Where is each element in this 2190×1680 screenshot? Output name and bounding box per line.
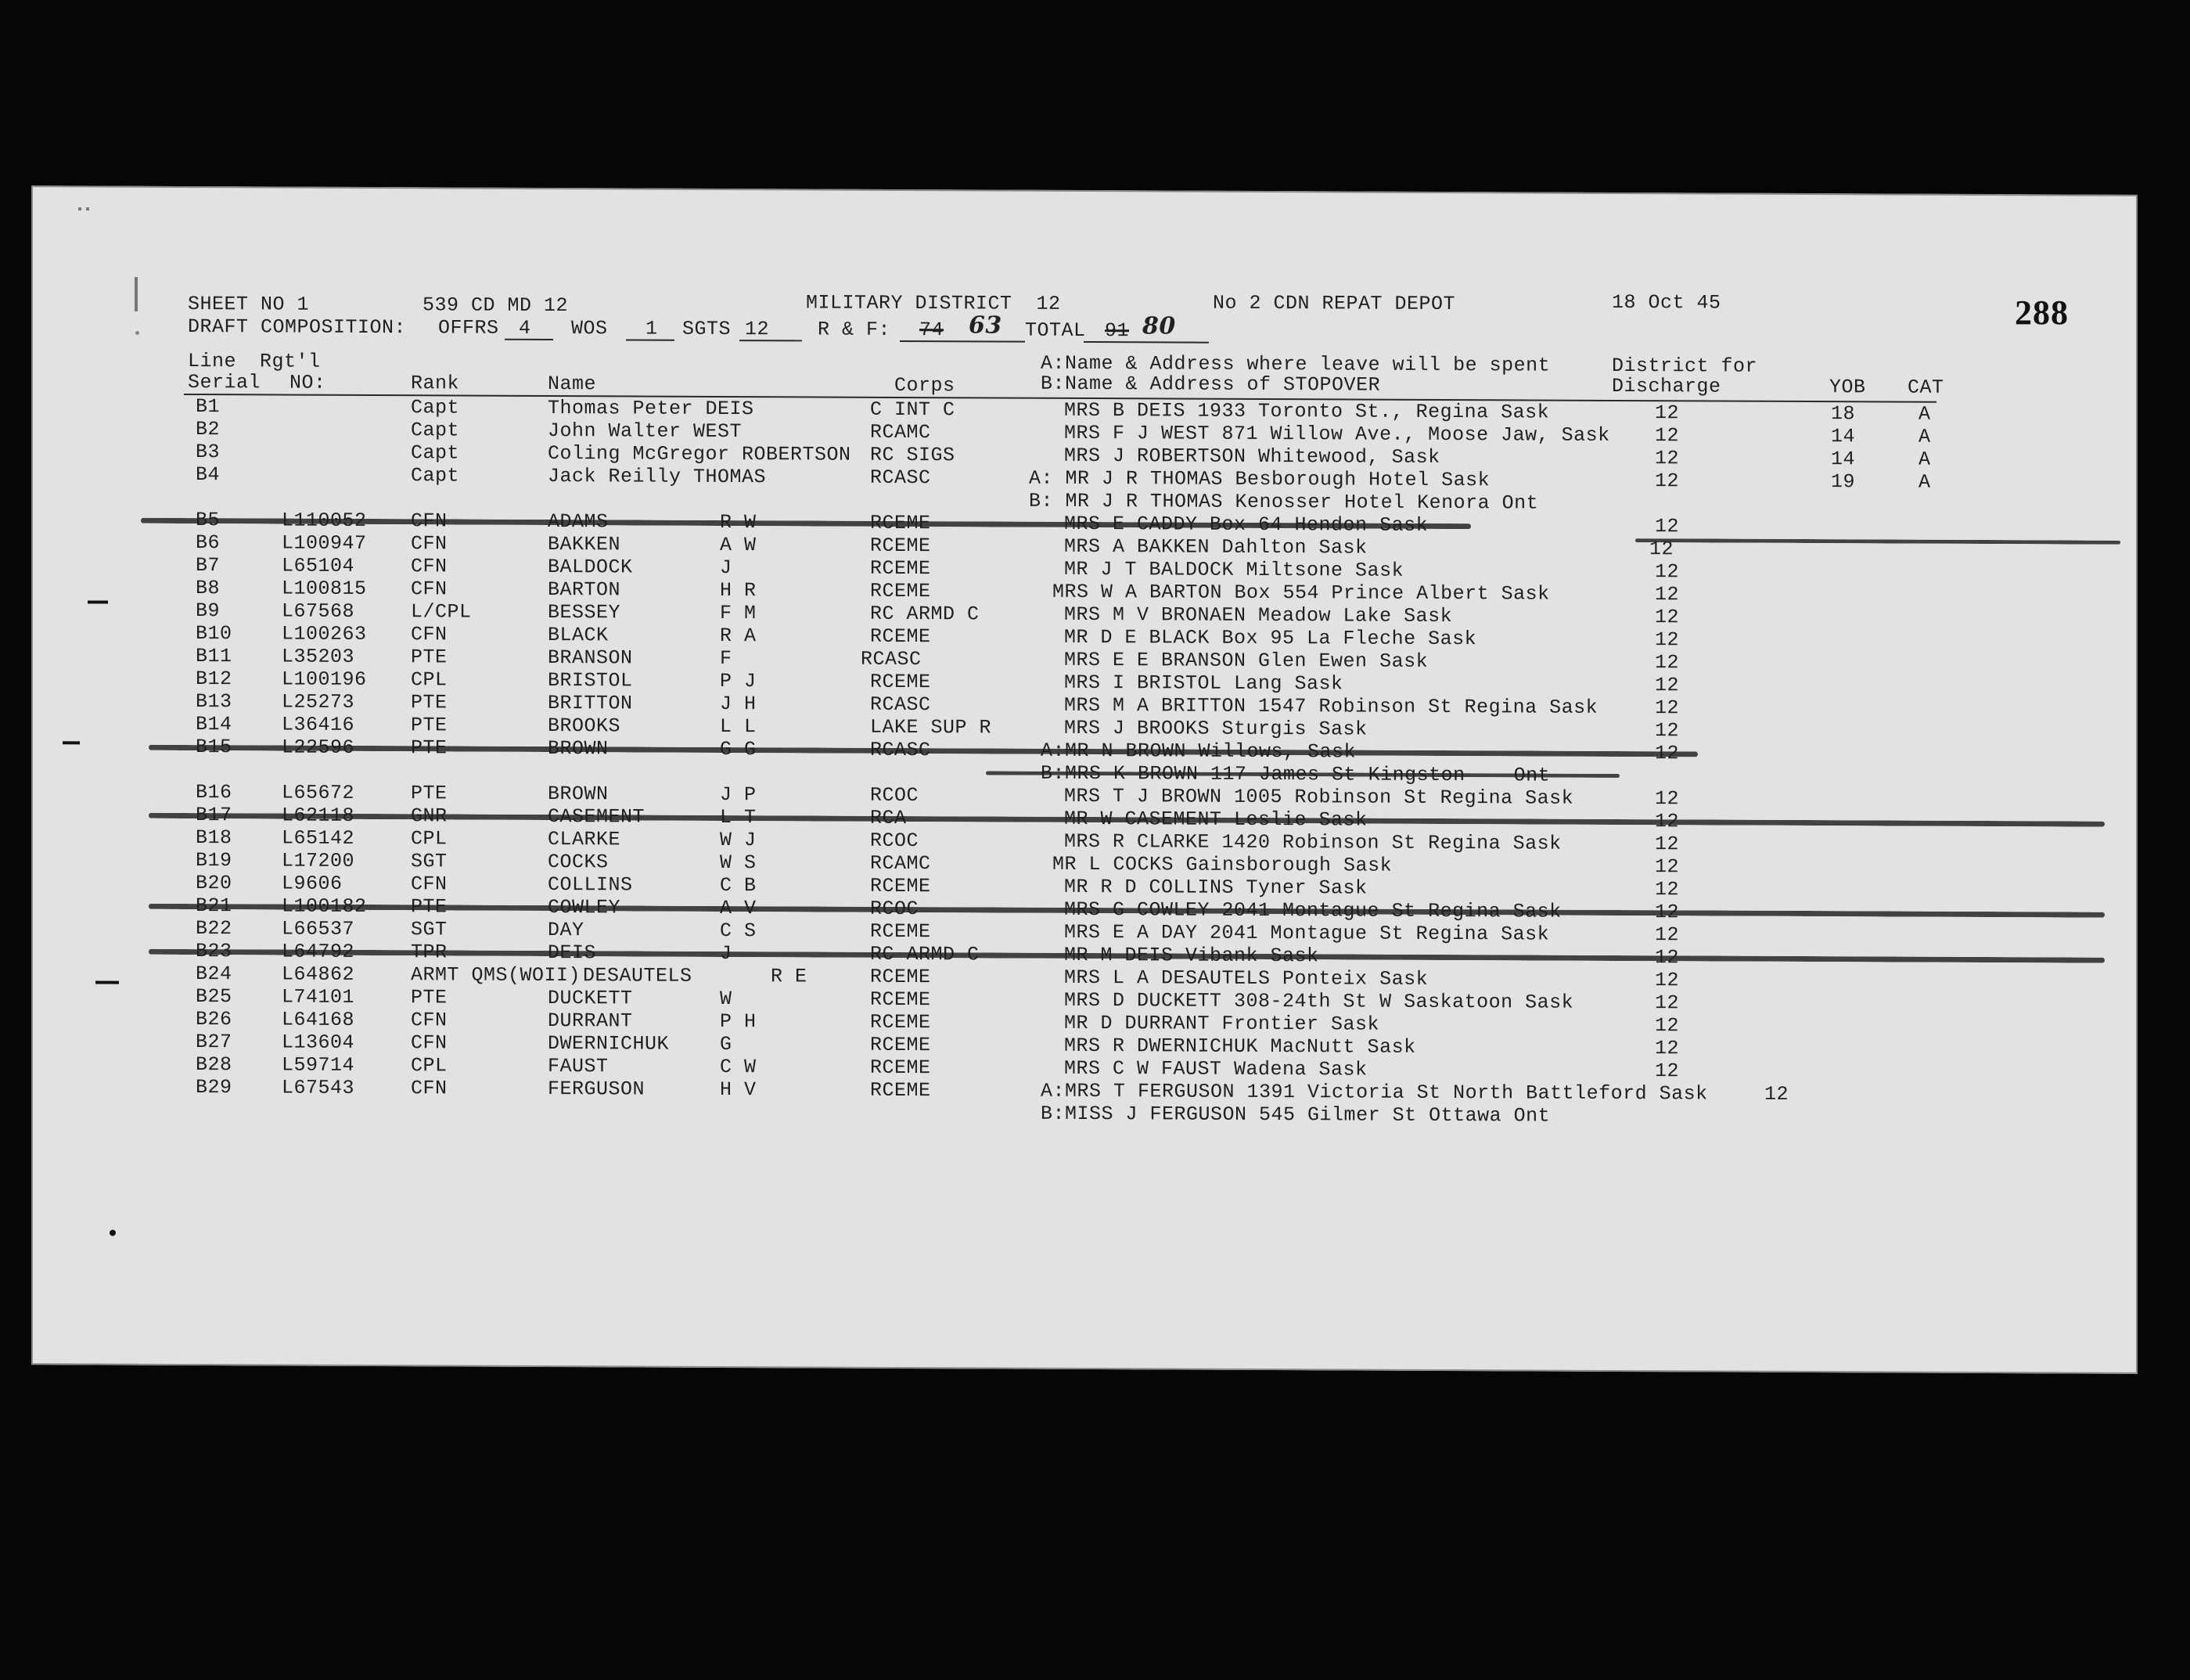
row-address-stopover: B: MR J R THOMAS Kenosser Hotel Kenora Ont — [1029, 489, 1539, 515]
row-district: 12 — [1655, 833, 1680, 856]
row-cat: A — [1918, 425, 1931, 448]
row-rank: CFN — [411, 509, 448, 533]
row-rank: SGT — [411, 850, 448, 873]
row-address: MRS J BROOKS Sturgis Sask — [1064, 716, 1368, 741]
row-rank: PTE — [411, 736, 448, 760]
col-address-b: B:Name & Address of STOPOVER — [1041, 372, 1381, 397]
row-initials: W J — [720, 828, 757, 852]
row-name: Coling McGregor ROBERTSON — [548, 442, 851, 466]
row-address: MRS F J WEST 871 Willow Ave., Moose Jaw, Sask — [1064, 421, 1610, 447]
row-serial: B21 — [196, 894, 232, 918]
row-district: 12 — [1655, 1059, 1680, 1083]
row-district: 12 — [1655, 923, 1680, 947]
row-district: 12 — [1655, 1014, 1680, 1038]
row-rank: CFN — [411, 872, 448, 896]
film-edge-mark — [135, 277, 138, 311]
row-district: 12 — [1655, 447, 1680, 470]
row-district: 12 — [1655, 651, 1680, 675]
row-serial: B9 — [196, 599, 221, 623]
row-district: 12 — [1655, 787, 1680, 811]
row-district: 12 — [1655, 606, 1680, 629]
row-name: BLACK — [548, 624, 609, 647]
row-serial: B3 — [196, 441, 221, 464]
row-regt-no: L100196 — [282, 667, 367, 691]
row-regt-no: L64168 — [282, 1008, 355, 1031]
row-name: DAY — [548, 919, 584, 942]
row-corps: RCOC — [870, 829, 919, 853]
total-underline — [1084, 341, 1209, 344]
row-regt-no: L65142 — [282, 826, 355, 850]
row-rank: CPL — [411, 1054, 448, 1077]
row-regt-no: L100263 — [282, 622, 367, 646]
row-initials: W — [720, 987, 732, 1011]
margin-mark — [63, 741, 80, 744]
row-address: MRS E A DAY 2041 Montague St Regina Sask — [1064, 920, 1550, 946]
row-regt-no: L65672 — [282, 781, 355, 804]
row-rank: PTE — [411, 691, 448, 714]
row-rank: PTE — [411, 986, 448, 1009]
row-address: MRS C W FAUST Wadena Sask — [1064, 1056, 1368, 1081]
row-initials: G — [720, 1032, 732, 1056]
row-regt-no: L25273 — [282, 690, 355, 714]
row-rank: CFN — [411, 623, 448, 646]
row-district: 12 — [1655, 969, 1680, 992]
row-district: 12 — [1655, 878, 1680, 901]
row-address: MRS A BAKKEN Dahlton Sask — [1064, 534, 1368, 559]
row-regt-no: L13604 — [282, 1031, 355, 1054]
row-name: BROWN — [548, 737, 609, 761]
film-edge-dot — [86, 207, 89, 210]
row-rank: SGT — [411, 918, 448, 941]
row-corps: RCEME — [870, 511, 931, 535]
draft-composition-label: DRAFT COMPOSITION: — [188, 315, 407, 340]
offrs-underline — [505, 339, 553, 340]
row-rank: CPL — [411, 827, 448, 851]
row-rank: PTE — [411, 895, 448, 919]
row-serial: B13 — [196, 690, 232, 714]
col-line: Line — [188, 349, 237, 373]
row-serial: B18 — [196, 826, 232, 850]
row-rank: CPL — [411, 668, 448, 692]
row-regt-no: L35203 — [282, 645, 355, 668]
row-corps: RCEME — [870, 556, 931, 581]
row-serial: B12 — [196, 667, 232, 691]
row-district: 12 — [1655, 855, 1680, 879]
row-serial: B5 — [196, 509, 221, 532]
row-rank: Capt — [411, 419, 460, 442]
sgts-value: 12 — [745, 318, 770, 341]
row-district: 12 — [1655, 810, 1680, 833]
rf-underline — [900, 340, 1025, 343]
row-initials: J — [720, 556, 732, 580]
row-name: Thomas Peter DEIS — [548, 397, 754, 421]
row-serial: B1 — [196, 395, 221, 419]
row-rank: CFN — [411, 1077, 448, 1100]
row-corps: RC SIGS — [870, 443, 955, 467]
total-label: TOTAL — [1025, 318, 1086, 343]
row-initials: J — [720, 941, 732, 966]
row-district: 12 — [1655, 1037, 1680, 1060]
row-district: 12 — [1655, 628, 1680, 652]
col-name: Name — [548, 372, 597, 396]
row-rank: CFN — [411, 1031, 448, 1055]
row-district: 12 — [1655, 696, 1680, 720]
row-regt-no: L67543 — [282, 1076, 355, 1099]
row-initials: F — [720, 646, 732, 671]
row-rank: PTE — [411, 646, 448, 669]
row-serial: B23 — [196, 940, 232, 963]
film-edge-dot — [78, 207, 81, 210]
row-corps: RCEME — [870, 874, 931, 898]
row-district: 12 — [1655, 674, 1680, 697]
row-regt-no: L22596 — [282, 736, 355, 759]
sgts-underline — [739, 340, 802, 341]
row-initials: P J — [720, 669, 757, 693]
row-corps: RC ARMD C — [870, 942, 980, 966]
row-district: 12 — [1655, 946, 1680, 970]
row-regt-no: L74101 — [282, 985, 355, 1009]
row-corps: RCEME — [870, 624, 931, 649]
col-yob: YOB — [1829, 376, 1866, 399]
row-corps: RCEME — [870, 1056, 931, 1080]
row-district: 12 — [1655, 560, 1680, 584]
row-yob: 14 — [1831, 448, 1856, 471]
col-rgtl: Rgt'l — [260, 350, 321, 373]
row-district: 12 — [1655, 991, 1680, 1015]
row-regt-no: L67568 — [282, 599, 355, 623]
row-regt-no: L110052 — [282, 509, 367, 532]
row-address: MRS R DWERNICHUK MacNutt Sask — [1064, 1034, 1416, 1059]
row-serial: B2 — [196, 418, 221, 441]
row-yob: 18 — [1831, 402, 1856, 426]
rf-handwritten-value: 63 — [969, 311, 1002, 340]
row-initials: A V — [720, 896, 757, 920]
row-regt-no: L62118 — [282, 804, 355, 827]
row-corps: RCEME — [870, 1010, 931, 1034]
row-rank: CFN — [411, 555, 448, 578]
row-name: BRANSON — [548, 646, 633, 670]
row-serial: B20 — [196, 872, 232, 895]
row-name: DURRANT — [548, 1009, 633, 1033]
row-address: MRS M A BRITTON 1547 Robinson St Regina Sask — [1064, 693, 1598, 719]
row-address: MRS L A DESAUTELS Ponteix Sask — [1064, 966, 1429, 991]
row-district: 12 — [1655, 742, 1680, 765]
row-serial: B8 — [196, 577, 221, 600]
depot-name: No 2 CDN REPAT DEPOT — [1213, 291, 1456, 316]
row-corps: RCEME — [870, 919, 931, 944]
row-corps: RCA — [870, 806, 907, 830]
row-initials: P H — [720, 1009, 757, 1034]
row-rank: CFN — [411, 577, 448, 601]
offrs-value: 4 — [519, 316, 531, 340]
row-serial: B16 — [196, 781, 232, 804]
row-name: BRITTON — [548, 692, 633, 715]
row-corps: RCOC — [870, 897, 919, 921]
row-rank: Capt — [411, 464, 460, 487]
offrs-label: OFFRS — [438, 316, 499, 340]
row-address: MRS D DUCKETT 308-24th St W Saskatoon Sask — [1064, 988, 1574, 1014]
row-name: BESSEY — [548, 601, 621, 624]
sheet-number: SHEET NO 1 — [188, 292, 310, 316]
row-address: A: MR J R THOMAS Besborough Hotel Sask — [1029, 466, 1491, 492]
margin-mark — [88, 600, 108, 603]
margin-dot — [110, 1230, 116, 1236]
row-district: 12 — [1655, 424, 1680, 448]
row-initials: R A — [720, 624, 757, 648]
row-initials: H V — [720, 1077, 757, 1102]
row-address: MR D E BLACK Box 95 La Fleche Sask — [1064, 625, 1477, 651]
row-rank: TPR — [411, 941, 448, 964]
document-card — [31, 185, 2138, 1374]
row-serial: B17 — [196, 804, 232, 827]
row-rank: CFN — [411, 532, 448, 556]
row-initials: F M — [720, 601, 757, 625]
row-serial: B19 — [196, 849, 232, 872]
row-yob: 19 — [1831, 470, 1856, 494]
row-corps: LAKE SUP R — [870, 715, 992, 739]
row-name: COWLEY — [548, 896, 621, 919]
row-serial: B7 — [196, 554, 221, 577]
row-address: A:MR N BROWN Willows, Sask — [1041, 739, 1357, 764]
row-corps: RCASC — [870, 693, 931, 717]
row-corps: RCEME — [870, 670, 931, 694]
row-corps: RCASC — [870, 466, 931, 490]
row-corps: C INT C — [870, 398, 955, 422]
col-address-a: A:Name & Address where leave will be spent — [1041, 351, 1551, 377]
row-name: COCKS — [548, 851, 609, 874]
row-name: CLARKE — [548, 828, 621, 851]
row-rank: Capt — [411, 396, 460, 419]
row-regt-no: L59714 — [282, 1053, 355, 1077]
row-regt-no: L17200 — [282, 849, 355, 872]
row-initials: J H — [720, 692, 757, 716]
unit-code: 539 CD MD 12 — [423, 293, 569, 318]
row-corps: RCEME — [870, 579, 931, 603]
sheet-date: 18 Oct 45 — [1612, 290, 1721, 315]
row-regt-no: L100182 — [282, 894, 367, 918]
row-serial: B26 — [196, 1008, 232, 1031]
row-initials: L L — [720, 714, 757, 739]
row-address: MRS B DEIS 1933 Toronto St., Regina Sask — [1064, 398, 1550, 424]
col-rank: Rank — [411, 372, 460, 395]
row-rank: GNR — [411, 804, 448, 828]
row-address: MRS J ROBERTSON Whitewood, Sask — [1064, 444, 1440, 469]
row-address: MR D DURRANT Frontier Sask — [1064, 1011, 1380, 1036]
row-name: BALDOCK — [548, 556, 633, 579]
row-district: 12 — [1649, 538, 1674, 561]
row-rank: L/CPL — [411, 600, 472, 624]
row-name: John Walter WEST — [548, 419, 743, 444]
row-district: 12 — [1764, 1082, 1789, 1106]
row-initials: R E — [771, 965, 807, 988]
row-address: MRS I BRISTOL Lang Sask — [1064, 671, 1343, 696]
row-regt-no: L64792 — [282, 940, 355, 963]
wos-underline — [626, 339, 674, 340]
total-handwritten-value: 80 — [1142, 312, 1176, 340]
row-initials: L T — [720, 805, 757, 829]
col-district: District for — [1612, 354, 1758, 378]
wos-value: 1 — [645, 317, 658, 340]
row-name: BRISTOL — [548, 669, 633, 693]
row-name: FERGUSON — [548, 1077, 645, 1101]
row-name: BROOKS — [548, 714, 621, 738]
film-edge-dot — [135, 331, 139, 335]
row-initials: A W — [720, 533, 757, 557]
col-serial: Serial — [188, 370, 261, 394]
row-corps: RCASC — [870, 738, 931, 762]
row-address: MRS T J BROWN 1005 Robinson St Regina Sask — [1064, 784, 1574, 810]
row-cat: A — [1918, 470, 1931, 494]
row-name: COLLINS — [548, 873, 633, 897]
row-address-stopover: B:MRS K BROWN 117 James St Kingston Ont — [1041, 761, 1551, 787]
row-rank: Capt — [411, 441, 460, 465]
row-initials: G G — [720, 737, 757, 761]
row-address: MRS E CADDY Box 64 Hendon Sask — [1064, 512, 1429, 537]
margin-mark — [95, 980, 119, 984]
row-district: 12 — [1655, 583, 1680, 606]
row-serial: B24 — [196, 962, 232, 986]
row-address: MR L COCKS Gainsborough Sask — [1052, 852, 1393, 877]
row-serial: B10 — [196, 622, 232, 646]
row-district: 12 — [1655, 401, 1680, 425]
row-initials: R W — [720, 510, 757, 534]
row-name: DESAUTELS — [583, 964, 692, 987]
page-number: 288 — [2015, 293, 2069, 332]
row-serial: B22 — [196, 917, 232, 941]
row-initials: W S — [720, 851, 757, 875]
row-address: MR R D COLLINS Tyner Sask — [1064, 875, 1368, 900]
row-name: BROWN — [548, 782, 609, 806]
row-corps: RCEME — [870, 987, 931, 1012]
row-strikethrough — [1635, 538, 2120, 545]
row-name: DEIS — [548, 941, 597, 965]
wos-label: WOS — [571, 317, 608, 340]
row-serial: B14 — [196, 713, 232, 736]
row-address: MR J T BALDOCK Miltsone Sask — [1064, 557, 1404, 582]
row-corps: RCAMC — [870, 851, 931, 876]
row-name: DWERNICHUK — [548, 1032, 670, 1056]
total-struck-value: 91 — [1105, 319, 1130, 343]
row-cat: A — [1918, 448, 1931, 471]
row-corps: RCASC — [861, 647, 922, 671]
col-corps: Corps — [894, 373, 955, 398]
row-serial: B4 — [196, 463, 221, 487]
col-cat: CAT — [1908, 376, 1944, 399]
rf-label: R & F: — [818, 318, 891, 341]
row-corps: RCEME — [870, 534, 931, 558]
row-address: A:MRS T FERGUSON 1391 Victoria St North Battleford Sask — [1041, 1079, 1708, 1106]
row-serial: B29 — [196, 1076, 232, 1099]
sgts-label: SGTS — [682, 317, 732, 341]
col-discharge: Discharge — [1612, 374, 1721, 398]
row-regt-no: L100947 — [282, 531, 367, 555]
row-initials: C S — [720, 919, 757, 943]
row-address: MRS R CLARKE 1420 Robinson St Regina Sask — [1064, 829, 1562, 855]
row-serial: B6 — [196, 531, 221, 555]
row-regt-no: L9606 — [282, 872, 343, 895]
row-serial: B25 — [196, 985, 232, 1009]
row-address: MR M DEIS Vibank Sask — [1064, 943, 1319, 968]
row-address: MR W CASEMENT Leslie Sask — [1064, 807, 1368, 832]
row-address-stopover: B:MISS J FERGUSON 545 Gilmer St Ottawa Ont — [1041, 1102, 1551, 1128]
row-corps: RC ARMD C — [870, 602, 980, 626]
row-name: CASEMENT — [548, 805, 645, 829]
row-yob: 14 — [1831, 425, 1856, 448]
row-address: MRS E E BRANSON Glen Ewen Sask — [1064, 648, 1429, 673]
row-name: BARTON — [548, 578, 621, 602]
military-district: MILITARY DISTRICT 12 — [806, 291, 1061, 315]
row-corps: RCEME — [870, 1033, 931, 1057]
row-name: BAKKEN — [548, 533, 621, 556]
row-initials: H R — [720, 578, 757, 603]
row-serial: B27 — [196, 1031, 232, 1054]
row-regt-no: L66537 — [282, 917, 355, 941]
row-corps: RCEME — [870, 1078, 931, 1103]
row-initials: C W — [720, 1055, 757, 1079]
row-district: 12 — [1655, 901, 1680, 924]
row-address: MRS G COWLEY 2041 Montague St Regina Sask — [1064, 898, 1562, 923]
row-cat: A — [1918, 402, 1931, 426]
row-rank: PTE — [411, 782, 448, 805]
row-district: 12 — [1655, 469, 1680, 493]
row-corps: RCOC — [870, 783, 919, 808]
row-address: MRS W A BARTON Box 554 Prince Albert Sask — [1052, 580, 1550, 606]
row-regt-no: L65104 — [282, 554, 355, 577]
row-initials: J P — [720, 782, 757, 807]
col-rgtl-no: NO: — [289, 371, 326, 394]
row-district: 12 — [1655, 515, 1680, 538]
row-district: 12 — [1655, 719, 1680, 743]
row-corps: RCAMC — [870, 420, 931, 444]
row-regt-no: L36416 — [282, 713, 355, 736]
row-serial: B28 — [196, 1053, 232, 1077]
row-name: DUCKETT — [548, 987, 633, 1010]
row-corps: RCEME — [870, 965, 931, 989]
row-initials: C B — [720, 873, 757, 898]
row-address: MRS M V BRONAEN Meadow Lake Sask — [1064, 603, 1453, 628]
row-serial: B15 — [196, 736, 232, 759]
row-rank: PTE — [411, 714, 448, 737]
row-regt-no: L64862 — [282, 962, 355, 986]
row-name: FAUST — [548, 1055, 609, 1078]
row-serial: B11 — [196, 645, 232, 668]
row-name: ADAMS — [548, 510, 609, 534]
row-regt-no: L100815 — [282, 577, 367, 600]
row-name: Jack Reilly THOMAS — [548, 465, 767, 489]
row-rank: ARMT QMS(WOII) — [411, 963, 581, 987]
row-rank: CFN — [411, 1009, 448, 1032]
rf-struck-value: 74 — [919, 318, 944, 342]
